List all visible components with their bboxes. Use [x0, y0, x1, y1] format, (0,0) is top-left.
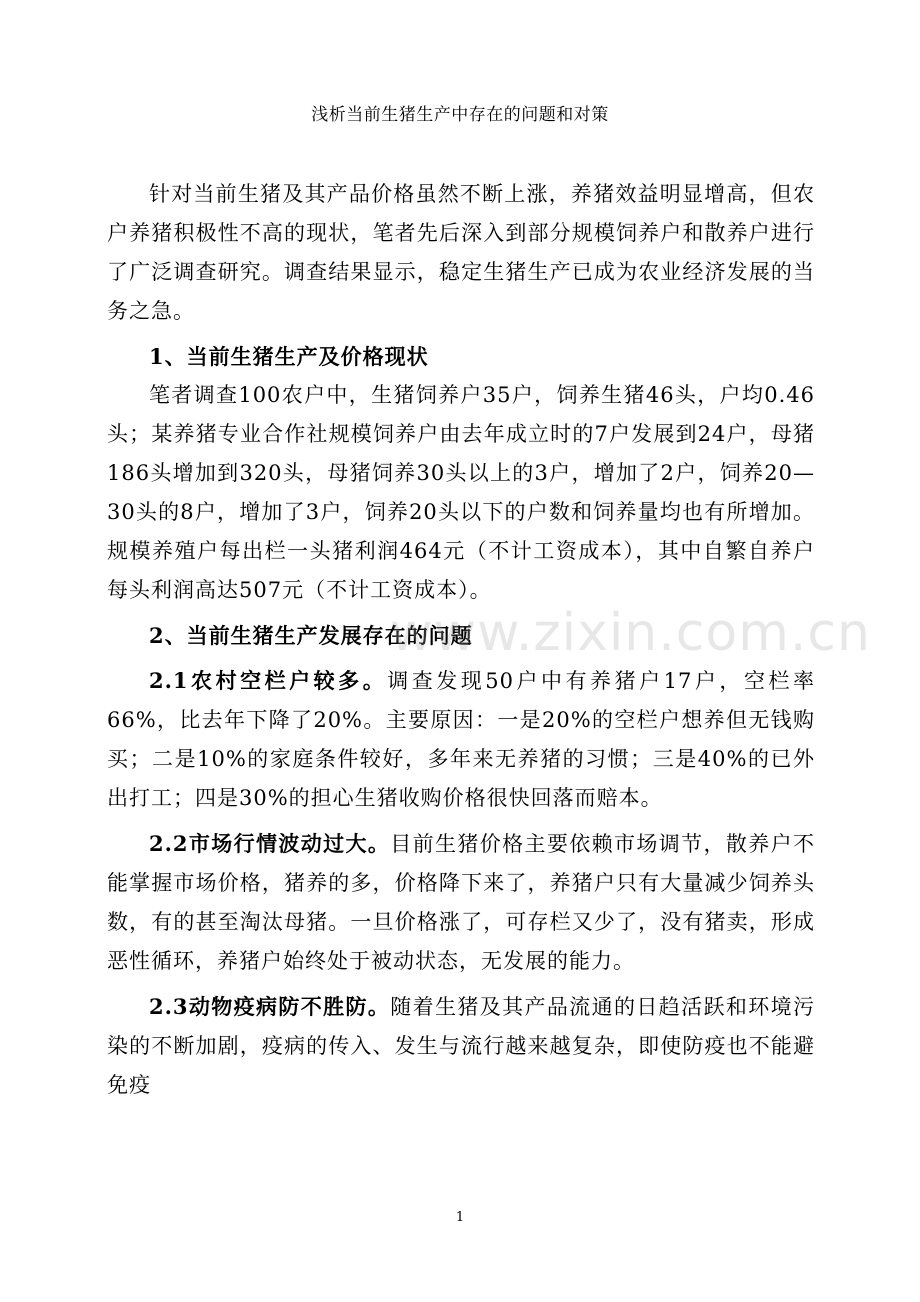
section-1-paragraph: 笔者调查100农户中，生猪饲养户35户，饲养生猪46头，户均0.46头；某养猪专业合作社规模饲养户由去年成立时的7户发展到24户，母猪186头增加到320头，母猪饲养30头以上的3户，增加了2户，饲养20—30头的8户，增加了3户，饲养20头以下的户数和饲养量均也有所增加。规模养殖户每出栏一头猪利润464元（不计工资成本），其中自繁自养户每头利润高达507元（不计工资成本）。: [107, 383, 815, 602]
item-2-1-lead: 2.1农村空栏户较多。: [149, 668, 388, 693]
document-body: [107, 175, 815, 1105]
item-2-2-lead: 2.2市场行情波动过大。: [149, 831, 391, 856]
item-2-2-paragraph: [107, 824, 815, 981]
section-1-heading: 1、当前生猪生产及价格现状: [149, 344, 429, 369]
item-2-3-lead: 2.3动物疫病防不胜防。: [149, 994, 391, 1019]
item-2-1-paragraph: [107, 661, 815, 818]
document-title: 浅析当前生猪生产中存在的问题和对策: [311, 105, 609, 125]
item-2-3-text: 随着生猪及其产品流通的日趋活跃和环境污染的不断加剧，疫病的传入、发生与流行越来越复杂，即使防疫也不能避免疫: [107, 995, 815, 1097]
intro-paragraph: 针对当前生猪及其产品价格虽然不断上涨，养猪效益明显增高，但农户养猪积极性不高的现状，笔者先后深入到部分规模饲养户和散养户进行了广泛调查研究。调查结果显示，稳定生猪生产已成为农业经济发展的当务之急。: [107, 182, 815, 323]
page-number: 1: [455, 1210, 465, 1225]
section-2-heading: 2、当前生猪生产发展存在的问题: [149, 623, 473, 648]
item-2-1-text: 调查发现50户中有养猪户17户，空栏率66%，比去年下降了20%。主要原因：一是20%的空栏户想养但无钱购买；二是10%的家庭条件较好，多年来无养猪的习惯；三是40%的已外出打工；四是30%的担心生猪收购价格很快回落而赔本。: [107, 669, 815, 810]
watermark: www.zixin.com.cn: [390, 603, 871, 663]
item-2-2-text: 目前生猪价格主要依赖市场调节，散养户不能掌握市场价格，猪养的多，价格降下来了，养猪户只有大量减少饲养头数，有的甚至淘汰母猪。一旦价格涨了，可存栏又少了，没有猪卖，形成恶性循环，养猪户始终处于被动状态，无发展的能力。: [107, 832, 815, 973]
item-2-3-paragraph: [107, 987, 815, 1105]
